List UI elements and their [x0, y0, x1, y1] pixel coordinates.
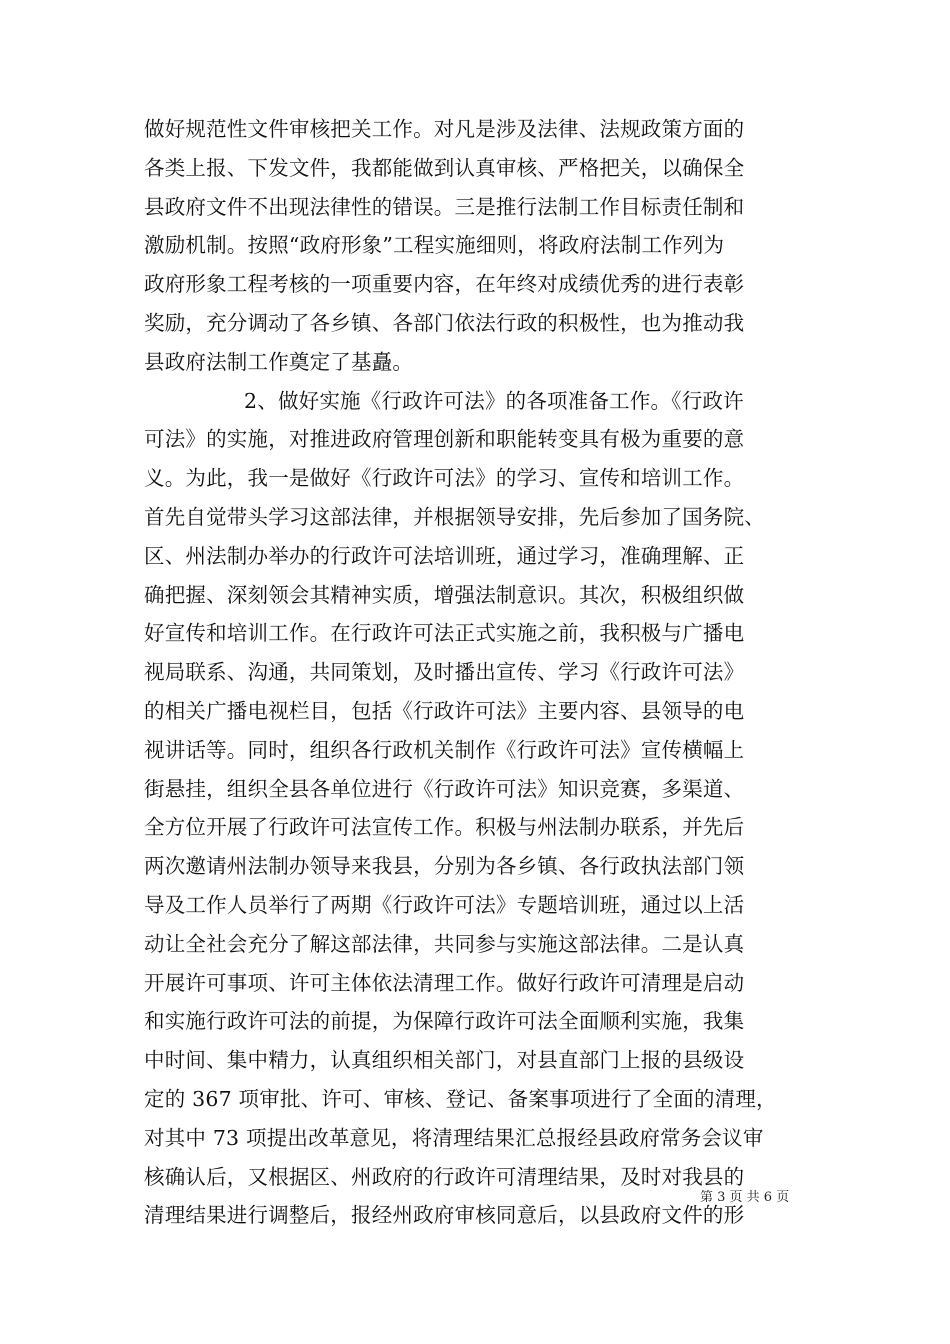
text-line: 视讲话等。同时，组织各行政机关制作《行政许可法》宣传横幅上 [144, 737, 745, 762]
text-line: 县政府文件不出现法律性的错误。三是推行法制工作目标责任制和 [144, 194, 745, 219]
text-line: 两次邀请州法制办领导来我县，分别为各乡镇、各行政执法部门领 [144, 854, 745, 879]
text-line: 开展许可事项、许可主体依法清理工作。做好行政许可清理是启动 [144, 970, 745, 995]
text-line: 激励机制。按照“政府形象”工程实施细则，将政府法制工作列为 [144, 233, 725, 258]
page-number: 第 3 页 共 6 页 [700, 1190, 790, 1205]
text-line: 和实施行政许可法的前提，为保障行政许可法全面顺利实施，我集 [144, 1009, 745, 1034]
text-line: 中时间、集中精力，认真组织相关部门，对县直部门上报的县级设 [144, 1048, 745, 1073]
text-line: 对其中 73 项提出改革意见，将清理结果汇总报经县政府常务会议审 [144, 1125, 764, 1150]
text-line: 区、州法制办举办的行政许可法培训班，通过学习，准确理解、正 [144, 543, 745, 568]
text-line: 定的 367 项审批、许可、审核、登记、备案事项进行了全面的清理， [144, 1086, 777, 1111]
text-line: 确把握、深刻领会其精神实质，增强法制意识。其次，积极组织做 [144, 582, 745, 607]
text-line: 做好规范性文件审核把关工作。对凡是涉及法律、法规政策方面的 [144, 117, 745, 141]
text-line: 视局联系、沟通，共同策划，及时播出宣传、学习《行政许可法》 [144, 660, 745, 685]
text-line: 政府形象工程考核的一项重要内容，在年终对成绩优秀的进行表彰 [144, 272, 745, 297]
text-line: 街悬挂，组织全县各单位进行《行政许可法》知识竞赛，多渠道、 [144, 776, 745, 801]
text-line: 可法》的实施，对推进政府管理创新和职能转变具有极为重要的意 [144, 427, 745, 452]
text-line: 清理结果进行调整后，报经州政府审核同意后，以县政府文件的形 [144, 1203, 745, 1228]
text-line: 首先自觉带头学习这部法律，并根据领导安排，先后参加了国务院、 [144, 504, 765, 529]
text-line: 的相关广播电视栏目，包括《行政许可法》主要内容、县领导的电 [144, 698, 745, 723]
text-line: 动让全社会充分了解这部法律，共同参与实施这部法律。二是认真 [144, 931, 745, 956]
text-line: 县政府法制工作奠定了基矗。 [144, 349, 414, 374]
paragraph-start-line: 2、做好实施《行政许可法》的各项准备工作。《行政许 [244, 388, 744, 413]
text-line: 义。为此，我一是做好《行政许可法》的学习、宣传和培训工作。 [144, 466, 745, 491]
text-line: 各类上报、下发文件，我都能做到认真审核、严格把关，以确保全 [144, 155, 745, 180]
text-line: 导及工作人员举行了两期《行政许可法》专题培训班，通过以上活 [144, 892, 745, 917]
text-line: 好宣传和培训工作。在行政许可法正式实施之前，我积极与广播电 [144, 621, 745, 646]
text-line: 奖励，充分调动了各乡镇、各部门依法行政的积极性，也为推动我 [144, 310, 745, 335]
body-text [144, 110, 812, 1235]
text-line: 核确认后，又根据区、州政府的行政许可清理结果，及时对我县的 [144, 1164, 745, 1189]
text-line: 全方位开展了行政许可法宣传工作。积极与州法制办联系，并先后 [144, 815, 745, 840]
